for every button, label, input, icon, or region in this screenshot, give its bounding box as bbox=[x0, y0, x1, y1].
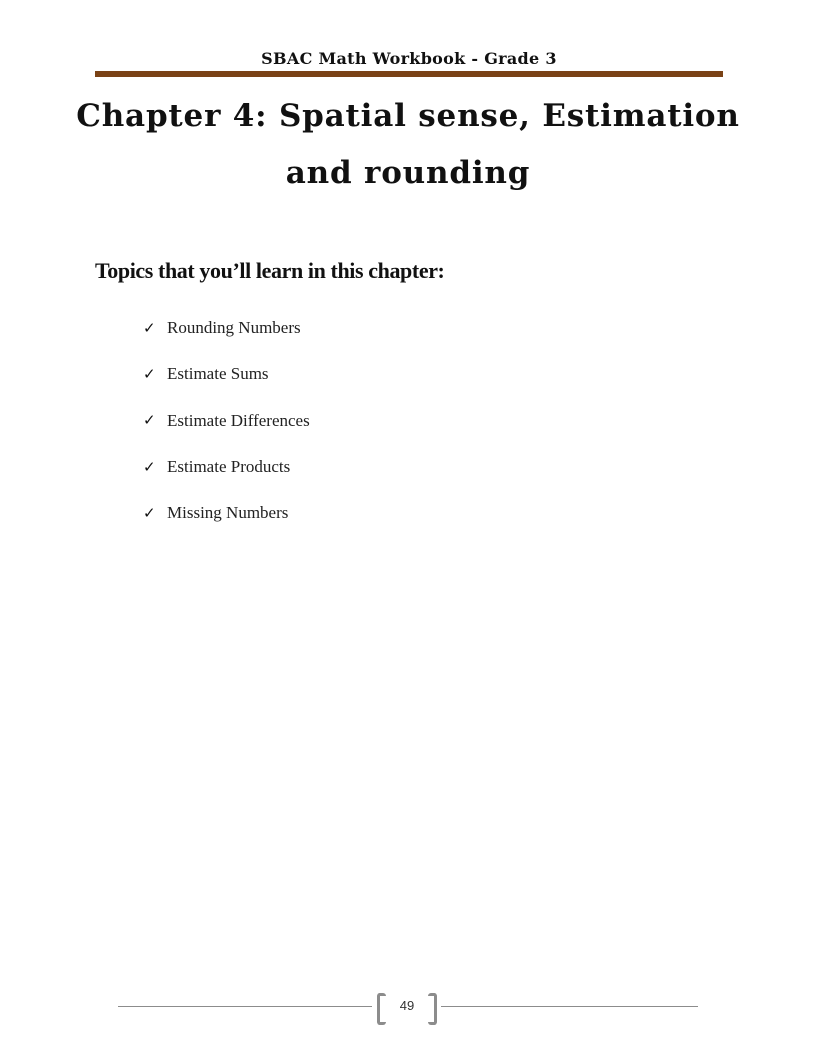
footer-rule-left bbox=[118, 1006, 372, 1007]
check-mark-icon: ✓ bbox=[143, 320, 156, 337]
check-mark-icon: ✓ bbox=[143, 459, 156, 476]
page-number: 49 bbox=[399, 998, 415, 1013]
topic-label: Estimate Products bbox=[167, 457, 291, 477]
chapter-title-line-1: Chapter 4: Spatial sense, Estimation bbox=[76, 98, 740, 134]
running-header: SBAC Math Workbook - Grade 3 bbox=[261, 49, 557, 68]
check-mark-icon: ✓ bbox=[143, 366, 156, 383]
list-item bbox=[143, 398, 310, 444]
topic-label: Estimate Sums bbox=[167, 364, 269, 384]
topics-heading: Topics that you’ll learn in this chapter: bbox=[95, 258, 445, 283]
chapter-title-line-2: and rounding bbox=[285, 155, 531, 191]
list-item bbox=[143, 305, 310, 351]
page-number-frame bbox=[375, 993, 439, 1021]
header-divider bbox=[95, 71, 723, 77]
list-item bbox=[143, 444, 310, 490]
right-bracket-icon bbox=[428, 993, 437, 1025]
list-item bbox=[143, 351, 310, 397]
list-item bbox=[143, 490, 310, 536]
topic-label: Missing Numbers bbox=[167, 503, 289, 523]
topics-list bbox=[143, 305, 310, 536]
check-mark-icon: ✓ bbox=[143, 505, 156, 522]
check-mark-icon: ✓ bbox=[143, 413, 156, 430]
topic-label: Estimate Differences bbox=[167, 410, 310, 430]
footer-rule-right bbox=[441, 1006, 698, 1007]
topic-label: Rounding Numbers bbox=[167, 318, 301, 338]
chapter-title bbox=[60, 88, 756, 202]
